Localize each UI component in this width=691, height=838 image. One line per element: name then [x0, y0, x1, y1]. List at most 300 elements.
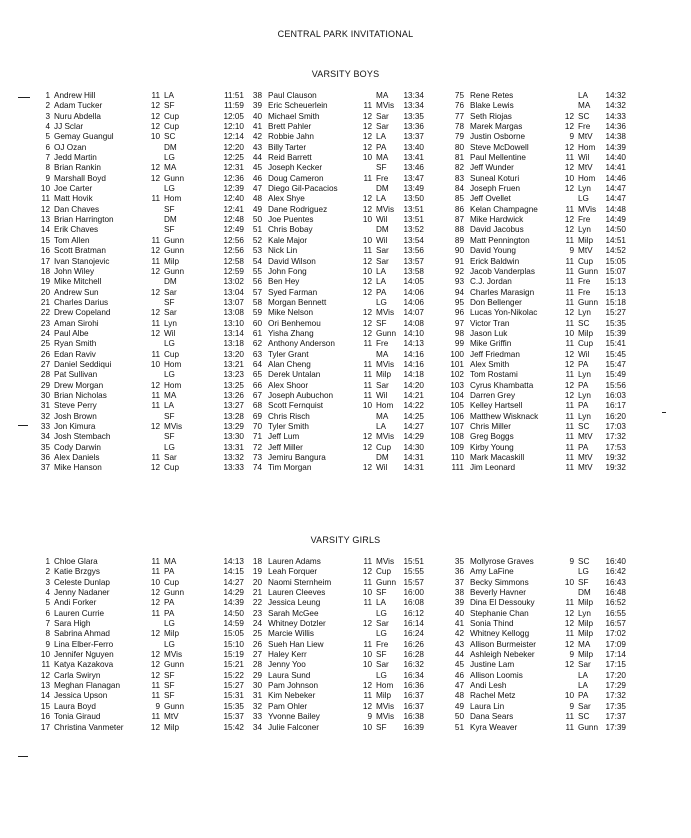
finish-time: 13:26 [223, 390, 244, 400]
result-row [442, 609, 630, 619]
school: Gunn [164, 660, 185, 670]
place: 99 [454, 339, 464, 349]
school: SF [376, 650, 387, 660]
school: Sar [376, 122, 389, 132]
result-row [28, 681, 248, 691]
finish-time: 14:52 [605, 246, 626, 256]
place: 38 [454, 588, 464, 598]
result-row [240, 360, 428, 370]
place: 56 [252, 277, 262, 287]
finish-time: 15:22 [223, 670, 244, 680]
place: 51 [454, 722, 464, 732]
runner-name: Lauren Adams [268, 557, 321, 566]
finish-time: 17:20 [605, 670, 626, 680]
runner-name: Lina Elber-Ferro [54, 639, 114, 649]
finish-time: 14:16 [403, 349, 424, 359]
runner-name: Tim Morgan [268, 463, 312, 473]
result-row [240, 236, 428, 246]
result-row [240, 712, 428, 722]
place: 59 [252, 308, 262, 318]
finish-time: 15:19 [223, 650, 244, 660]
school: MtV [578, 132, 593, 142]
finish-time: 12:20 [223, 142, 244, 152]
result-row [442, 370, 630, 380]
place: 111 [451, 463, 464, 473]
result-row [28, 184, 248, 194]
runner-name: JJ Sclar [54, 122, 84, 132]
boys-column-3 [442, 91, 630, 474]
place: 67 [252, 390, 262, 400]
school: Lyn [578, 390, 591, 400]
finish-time: 13:08 [223, 308, 244, 318]
school: SF [164, 101, 175, 111]
finish-time: 13:37 [403, 132, 424, 142]
place: 3 [45, 577, 50, 587]
school: Sar [376, 246, 389, 256]
place: 2 [45, 567, 50, 577]
place: 50 [454, 712, 464, 722]
runner-name: Alex Smith [470, 359, 510, 369]
result-row [28, 381, 248, 391]
result-row [240, 122, 428, 132]
finish-time: 14:33 [605, 111, 626, 121]
runner-name: Kelley Hartsell [470, 401, 523, 411]
runner-name: Whitney Dotzler [268, 619, 326, 629]
place: 7 [45, 619, 50, 629]
place: 8 [45, 163, 50, 173]
grade: 11 [565, 598, 574, 608]
result-row [28, 578, 248, 588]
runner-name: Brian Harrington [54, 215, 114, 225]
result-row [240, 671, 428, 681]
result-row [28, 101, 248, 111]
grade: 11 [565, 463, 574, 473]
school: MtV [578, 246, 593, 256]
boys-column-2 [240, 91, 428, 474]
place: 100 [450, 349, 464, 359]
grade: 11 [565, 722, 574, 732]
finish-time: 12:41 [223, 204, 244, 214]
result-row [442, 640, 630, 650]
result-row [28, 319, 248, 329]
finish-time: 17:15 [605, 660, 626, 670]
grade: 12 [362, 318, 372, 328]
result-row [28, 163, 248, 173]
result-row [28, 609, 248, 619]
result-row [28, 432, 248, 442]
runner-name: Brian Nicholas [54, 390, 107, 400]
grade: 12 [150, 422, 160, 431]
runner-name: Nick Lin [268, 246, 298, 256]
school: Gunn [578, 297, 599, 307]
school: MVis [376, 701, 395, 711]
result-row [442, 412, 630, 422]
school: MA [578, 101, 591, 111]
runner-name: Gemay Guangul [54, 132, 114, 142]
place: 43 [454, 639, 464, 649]
finish-time: 14:05 [403, 277, 424, 287]
varsity-boys-heading: VARSITY BOYS [311, 69, 380, 79]
place: 27 [40, 359, 50, 369]
place: 36 [454, 567, 464, 577]
finish-time: 14:15 [223, 567, 244, 577]
grade: 10 [150, 577, 160, 587]
finish-time: 14:47 [605, 194, 626, 204]
finish-time: 12:14 [223, 132, 244, 142]
finish-time: 16:24 [403, 629, 424, 639]
school: Cup [376, 567, 392, 577]
runner-name: Ivan Stanojevic [54, 256, 110, 266]
result-row [442, 184, 630, 194]
place: 28 [40, 370, 50, 380]
place: 98 [454, 328, 464, 338]
place: 44 [454, 650, 464, 660]
finish-time: 17:53 [605, 442, 626, 452]
runner-name: Pat Sullivan [54, 370, 98, 380]
grade: 11 [565, 204, 574, 214]
runner-name: Jenny Yoo [268, 660, 306, 670]
finish-time: 13:46 [403, 163, 424, 173]
result-row [240, 691, 428, 701]
runner-name: Jemiru Bangura [268, 453, 326, 463]
grade: 12 [564, 215, 574, 225]
school: LA [376, 277, 387, 287]
grade: 12 [150, 650, 160, 660]
result-row [240, 132, 428, 142]
grade: 9 [569, 557, 574, 566]
school: MVis [164, 422, 183, 431]
finish-time: 13:52 [403, 225, 424, 235]
school: Lyn [578, 225, 591, 235]
school: PA [164, 598, 175, 608]
place: 12 [40, 204, 50, 214]
result-row [442, 578, 630, 588]
finish-time: 13:32 [223, 453, 244, 463]
runner-name: Alan Cheng [268, 359, 311, 369]
place: 55 [252, 266, 262, 276]
runner-name: Jon Kimura [54, 422, 96, 431]
finish-time: 13:50 [403, 194, 424, 204]
finish-time: 15:51 [403, 557, 424, 566]
school: Lyn [164, 318, 177, 328]
place: 88 [454, 225, 464, 235]
place: 52 [252, 235, 262, 245]
grade: 12 [362, 567, 372, 577]
grade: 12 [150, 173, 160, 183]
place: 8 [45, 629, 50, 639]
grade: 9 [569, 132, 574, 142]
school: Lyn [578, 370, 591, 380]
finish-time: 13:35 [403, 111, 424, 121]
finish-time: 14:08 [403, 318, 424, 328]
result-row [240, 205, 428, 215]
school: PA [376, 287, 387, 297]
runner-name: Marcie Willis [268, 629, 314, 639]
runner-name: Darren Grey [470, 390, 516, 400]
result-row [240, 112, 428, 122]
result-row [28, 257, 248, 267]
result-row [28, 391, 248, 401]
grade: 11 [151, 401, 160, 411]
result-row [442, 267, 630, 277]
result-row [442, 422, 630, 432]
result-row [28, 246, 248, 256]
result-row [442, 391, 630, 401]
school: PA [376, 142, 387, 152]
result-row [442, 671, 630, 681]
finish-time: 19:32 [605, 463, 626, 473]
result-row [442, 205, 630, 215]
finish-time: 12:58 [223, 256, 244, 266]
grade: 10 [362, 660, 372, 670]
school: MA [376, 153, 389, 163]
place: 57 [252, 287, 262, 297]
finish-time: 14:39 [223, 598, 244, 608]
place: 79 [454, 132, 464, 142]
school: Cup [164, 577, 180, 587]
result-row [442, 194, 630, 204]
result-row [28, 360, 248, 370]
place: 49 [454, 701, 464, 711]
result-row [240, 329, 428, 339]
school: LG [376, 297, 387, 307]
finish-time: 17:37 [605, 712, 626, 722]
grade: 12 [150, 122, 160, 132]
finish-time: 12:40 [223, 194, 244, 204]
runner-name: Jeff Ovellet [470, 194, 511, 204]
result-row [240, 143, 428, 153]
result-row [28, 401, 248, 411]
runner-name: Dan Chaves [54, 204, 100, 214]
school: Sar [164, 308, 177, 318]
school: Milp [578, 328, 594, 338]
result-row [28, 640, 248, 650]
school: MA [164, 557, 177, 566]
runner-name: Cody Darwin [54, 442, 101, 452]
grade: 12 [362, 122, 372, 132]
finish-time: 12:56 [223, 246, 244, 256]
grade: 12 [564, 142, 574, 152]
grade: 12 [564, 349, 574, 359]
runner-name: Kim Nebeker [268, 691, 316, 701]
finish-time: 13:57 [403, 256, 424, 266]
finish-time: 14:07 [403, 308, 424, 318]
school: Gunn [376, 328, 397, 338]
grade: 9 [569, 246, 574, 256]
place: 107 [450, 422, 464, 431]
margin-mark [18, 97, 30, 98]
result-row [442, 650, 630, 660]
result-row [442, 453, 630, 463]
grade: 11 [565, 432, 574, 442]
grade: 11 [151, 567, 160, 577]
school: PA [578, 442, 589, 452]
finish-time: 14:18 [403, 370, 424, 380]
girls-column-3 [442, 557, 630, 733]
runner-name: Erik Chaves [54, 225, 99, 235]
finish-time: 12:36 [223, 173, 244, 183]
varsity-girls-heading: VARSITY GIRLS [310, 535, 381, 545]
runner-name: Jeff Wunder [470, 163, 514, 173]
runner-name: Joseph Aubuchon [268, 390, 334, 400]
place: 11 [41, 194, 50, 204]
finish-time: 14:50 [223, 608, 244, 618]
result-row [240, 225, 428, 235]
finish-time: 13:18 [223, 339, 244, 349]
school: Sar [376, 380, 389, 390]
school: MVis [164, 650, 183, 660]
runner-name: OJ Ozan [54, 142, 87, 152]
place: 54 [252, 256, 262, 266]
runner-name: Steve Perry [54, 401, 97, 411]
finish-time: 13:47 [403, 173, 424, 183]
grade: 12 [564, 111, 574, 121]
grade: 12 [362, 277, 372, 287]
place: 80 [454, 142, 464, 152]
runner-name: Billy Tarter [268, 142, 307, 152]
grade: 12 [150, 660, 160, 670]
school: MA [164, 163, 177, 173]
runner-name: Chris Risch [268, 411, 310, 421]
result-row [240, 443, 428, 453]
result-row [240, 319, 428, 329]
school: Wil [376, 215, 388, 225]
school: LG [578, 567, 589, 577]
finish-time: 15:18 [605, 297, 626, 307]
runner-name: Tyler Smith [268, 422, 309, 431]
result-row [240, 557, 428, 567]
result-row [28, 412, 248, 422]
school: PA [164, 567, 175, 577]
grade: 12 [362, 463, 372, 473]
result-row [240, 422, 428, 432]
place: 93 [454, 277, 464, 287]
school: MA [376, 349, 389, 359]
runner-name: Cyrus Khambatta [470, 380, 534, 390]
place: 35 [40, 442, 50, 452]
finish-time: 16:37 [403, 691, 424, 701]
result-row [28, 702, 248, 712]
finish-time: 15:45 [605, 349, 626, 359]
grade: 10 [150, 359, 160, 369]
finish-time: 15:27 [605, 308, 626, 318]
finish-time: 16:42 [605, 567, 626, 577]
result-row [240, 401, 428, 411]
place: 6 [45, 608, 50, 618]
grade: 9 [569, 701, 574, 711]
grade: 12 [362, 132, 372, 142]
school: Sar [578, 660, 591, 670]
result-row [28, 691, 248, 701]
runner-name: Matt Hovik [54, 194, 93, 204]
school: Cup [578, 339, 594, 349]
place: 36 [40, 453, 50, 463]
runner-name: Chris Bobay [268, 225, 313, 235]
result-row [240, 350, 428, 360]
school: Hom [164, 194, 182, 204]
runner-name: Rachel Metz [470, 691, 516, 701]
finish-time: 16:37 [403, 701, 424, 711]
grade: 10 [362, 266, 372, 276]
finish-time: 13:54 [403, 235, 424, 245]
place: 20 [252, 577, 262, 587]
grade: 11 [565, 318, 574, 328]
result-row [28, 453, 248, 463]
grade: 11 [565, 422, 574, 431]
grade: 12 [150, 670, 160, 680]
grade: 9 [569, 650, 574, 660]
school: LA [578, 670, 589, 680]
runner-name: Adam Tucker [54, 101, 103, 111]
finish-time: 13:31 [223, 442, 244, 452]
runner-name: Justin Osborne [470, 132, 526, 142]
runner-name: Kelan Champagne [470, 204, 538, 214]
school: LG [164, 370, 175, 380]
finish-time: 16:28 [403, 650, 424, 660]
grade: 12 [150, 380, 160, 390]
grade: 12 [362, 287, 372, 297]
school: Wil [376, 390, 388, 400]
result-row [442, 246, 630, 256]
grade: 11 [151, 681, 160, 691]
school: Fre [578, 287, 591, 297]
place: 20 [40, 287, 50, 297]
grade: 11 [565, 153, 574, 163]
grade: 12 [150, 266, 160, 276]
runner-name: Jeff Lum [268, 432, 300, 442]
runner-name: Lauren Cleeves [268, 588, 326, 598]
finish-time: 15:39 [605, 328, 626, 338]
runner-name: Pam Johnson [268, 681, 319, 691]
runner-name: Blake Lewis [470, 101, 514, 111]
school: Sar [376, 660, 389, 670]
result-row [442, 629, 630, 639]
result-row [28, 723, 248, 733]
runner-name: Tom Rostami [470, 370, 518, 380]
finish-time: 15:35 [605, 318, 626, 328]
school: PA [578, 359, 589, 369]
place: 74 [252, 463, 262, 473]
grade: 12 [564, 359, 574, 369]
finish-time: 17:29 [605, 681, 626, 691]
school: LA [376, 266, 387, 276]
place: 40 [454, 608, 464, 618]
place: 45 [252, 163, 262, 173]
place: 106 [450, 411, 464, 421]
school: MtV [578, 453, 593, 463]
grade: 11 [151, 349, 160, 359]
result-row [240, 567, 428, 577]
school: LA [376, 194, 387, 204]
runner-name: Christina Vanmeter [54, 722, 124, 732]
finish-time: 13:33 [223, 463, 244, 473]
runner-name: Justine Lam [470, 660, 515, 670]
finish-time: 13:56 [403, 246, 424, 256]
result-row [240, 370, 428, 380]
school: Gunn [164, 235, 185, 245]
grade: 11 [363, 370, 372, 380]
place: 72 [252, 442, 262, 452]
runner-name: Josh Stembach [54, 432, 111, 442]
result-row [28, 174, 248, 184]
runner-name: Syed Farman [268, 287, 318, 297]
place: 29 [40, 380, 50, 390]
place: 22 [252, 598, 262, 608]
boys-column-1 [28, 91, 248, 474]
runner-name: Ori Benhemou [268, 318, 321, 328]
runner-name: Steve McDowell [470, 142, 529, 152]
girls-column-2 [240, 557, 428, 733]
